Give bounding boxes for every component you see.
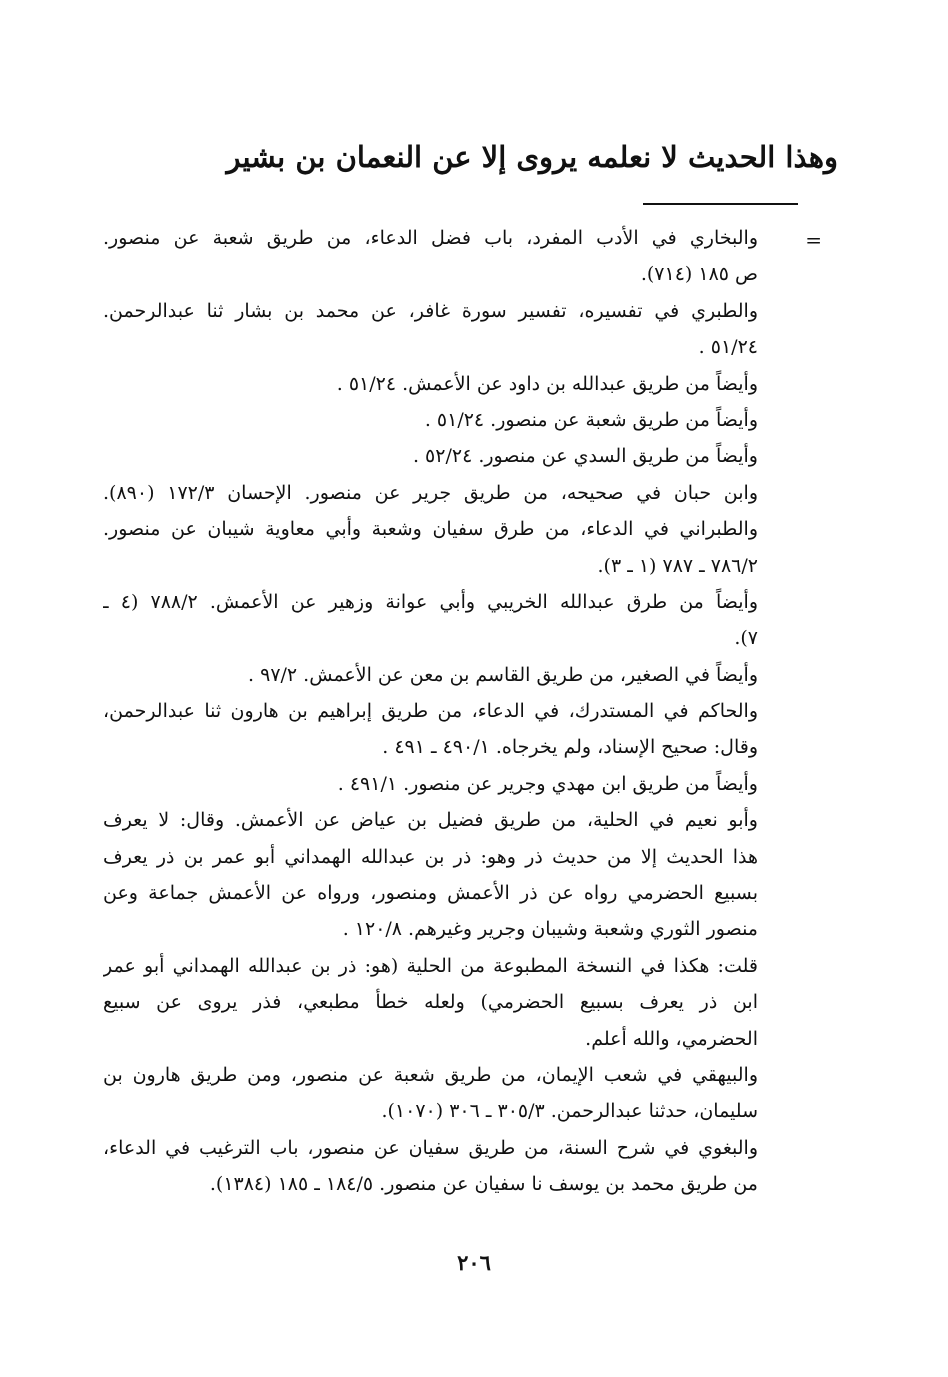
footnote-line: والطبري في تفسيره، تفسير سورة غافر، عن محمد بن بشار ثنا عبدالرحمن. <box>103 299 758 322</box>
footnote-line: وابن حبان في صحيحه، من طريق جرير عن منصور. الإحسان ١٧٢/٣ (٨٩٠). <box>103 481 758 504</box>
footnote-line: والبغوي في شرح السنة، من طريق سفيان عن منصور، باب الترغيب في الدعاء، <box>103 1136 758 1159</box>
footnote-line: من طريق محمد بن يوسف نا سفيان عن منصور. ١٨٤/٥ ـ ١٨٥ (١٣٨٤). <box>209 1173 758 1196</box>
footnote-line: ص ١٨٥ (٧١٤). <box>640 263 758 286</box>
footnote-line: والبيهقي في شعب الإيمان، من طريق شعبة عن منصور، ومن طريق هارون بن <box>103 1063 758 1086</box>
footnote-line: وأيضاً من طرق عبدالله الخريبي وأبي عوانة وزهير عن الأعمش. ٧٨٨/٢ (٤ ـ <box>103 590 758 613</box>
footnote-line: وأيضاً من طريق ابن مهدي وجرير عن منصور. ٤٩١/١ . <box>337 772 758 795</box>
footnote-line: سليمان، حدثنا عبدالرحمن. ٣٠٥/٣ ـ ٣٠٦ (١٠٧٠). <box>381 1100 758 1123</box>
running-header: وهذا الحديث لا نعلمه يروى إلا عن النعمان بن بشير <box>226 140 838 174</box>
footnote-line: قلت: هكذا في النسخة المطبوعة من الحلية (هو: ذر بن عبدالله الهمداني أبو عمر <box>103 954 758 977</box>
footnote-line: ٧٨٦/٢ ـ ٧٨٧ (١ ـ ٣). <box>597 554 758 577</box>
footnote-rule <box>643 203 798 205</box>
footnote-line: بسبيع الحضرمي رواه عن ذر الأعمش ومنصور، ورواه عن الأعمش جماعة وعن <box>103 882 758 905</box>
continuation-mark: = <box>805 228 822 252</box>
footnote-line: وأيضاً من طريق شعبة عن منصور. ٥١/٢٤ . <box>424 408 758 431</box>
footnote-line: هذا الحديث إلا من حديث ذر وهو: ذر بن عبدالله الهمداني أبو عمر بن ذر يعرف <box>103 845 758 868</box>
footnote-line: وأيضاً من طريق السدي عن منصور. ٥٢/٢٤ . <box>412 445 758 468</box>
footnote-line: وقال: صحيح الإسناد، ولم يخرجاه. ٤٩٠/١ ـ ٤٩١ . <box>382 736 758 759</box>
footnote-line: وأيضاً من طريق عبدالله بن داود عن الأعمش. ٥١/٢٤ . <box>336 372 758 395</box>
footnote-line: والحاكم في المستدرك، في الدعاء، من طريق إبراهيم بن هارون ثنا عبدالرحمن، <box>103 700 758 723</box>
footnote-line: ابن ذر يعرف بسبيع الحضرمي) ولعله خطأ مطبعي، فذر يروى عن سبيع <box>103 991 758 1014</box>
footnote-line: منصور الثوري وشعبة وشيبان وجرير وغيرهم. ١٢٠/٨ . <box>342 918 758 941</box>
footnote-line: والبخاري في الأدب المفرد، باب فضل الدعاء، من طريق شعبة عن منصور. <box>103 227 758 249</box>
footnote-line: ٧). <box>734 627 758 650</box>
page-number: ٢٠٦ <box>457 1250 491 1275</box>
footnote-body <box>103 220 758 1203</box>
footnote-line: الحضرمي، والله أعلم. <box>585 1027 758 1050</box>
footnote-line: والطبراني في الدعاء، من طرق سفيان وشعبة وأبي معاوية شيبان عن منصور. <box>103 518 758 541</box>
footnote-line: وأيضاً في الصغير، من طريق القاسم بن معن عن الأعمش. ٩٧/٢ . <box>248 663 758 686</box>
footnote-line: ٥١/٢٤ . <box>698 336 758 359</box>
footnote-line: وأبو نعيم في الحلية، من طريق فضيل بن عياض عن الأعمش. وقال: لا يعرف <box>103 809 758 832</box>
